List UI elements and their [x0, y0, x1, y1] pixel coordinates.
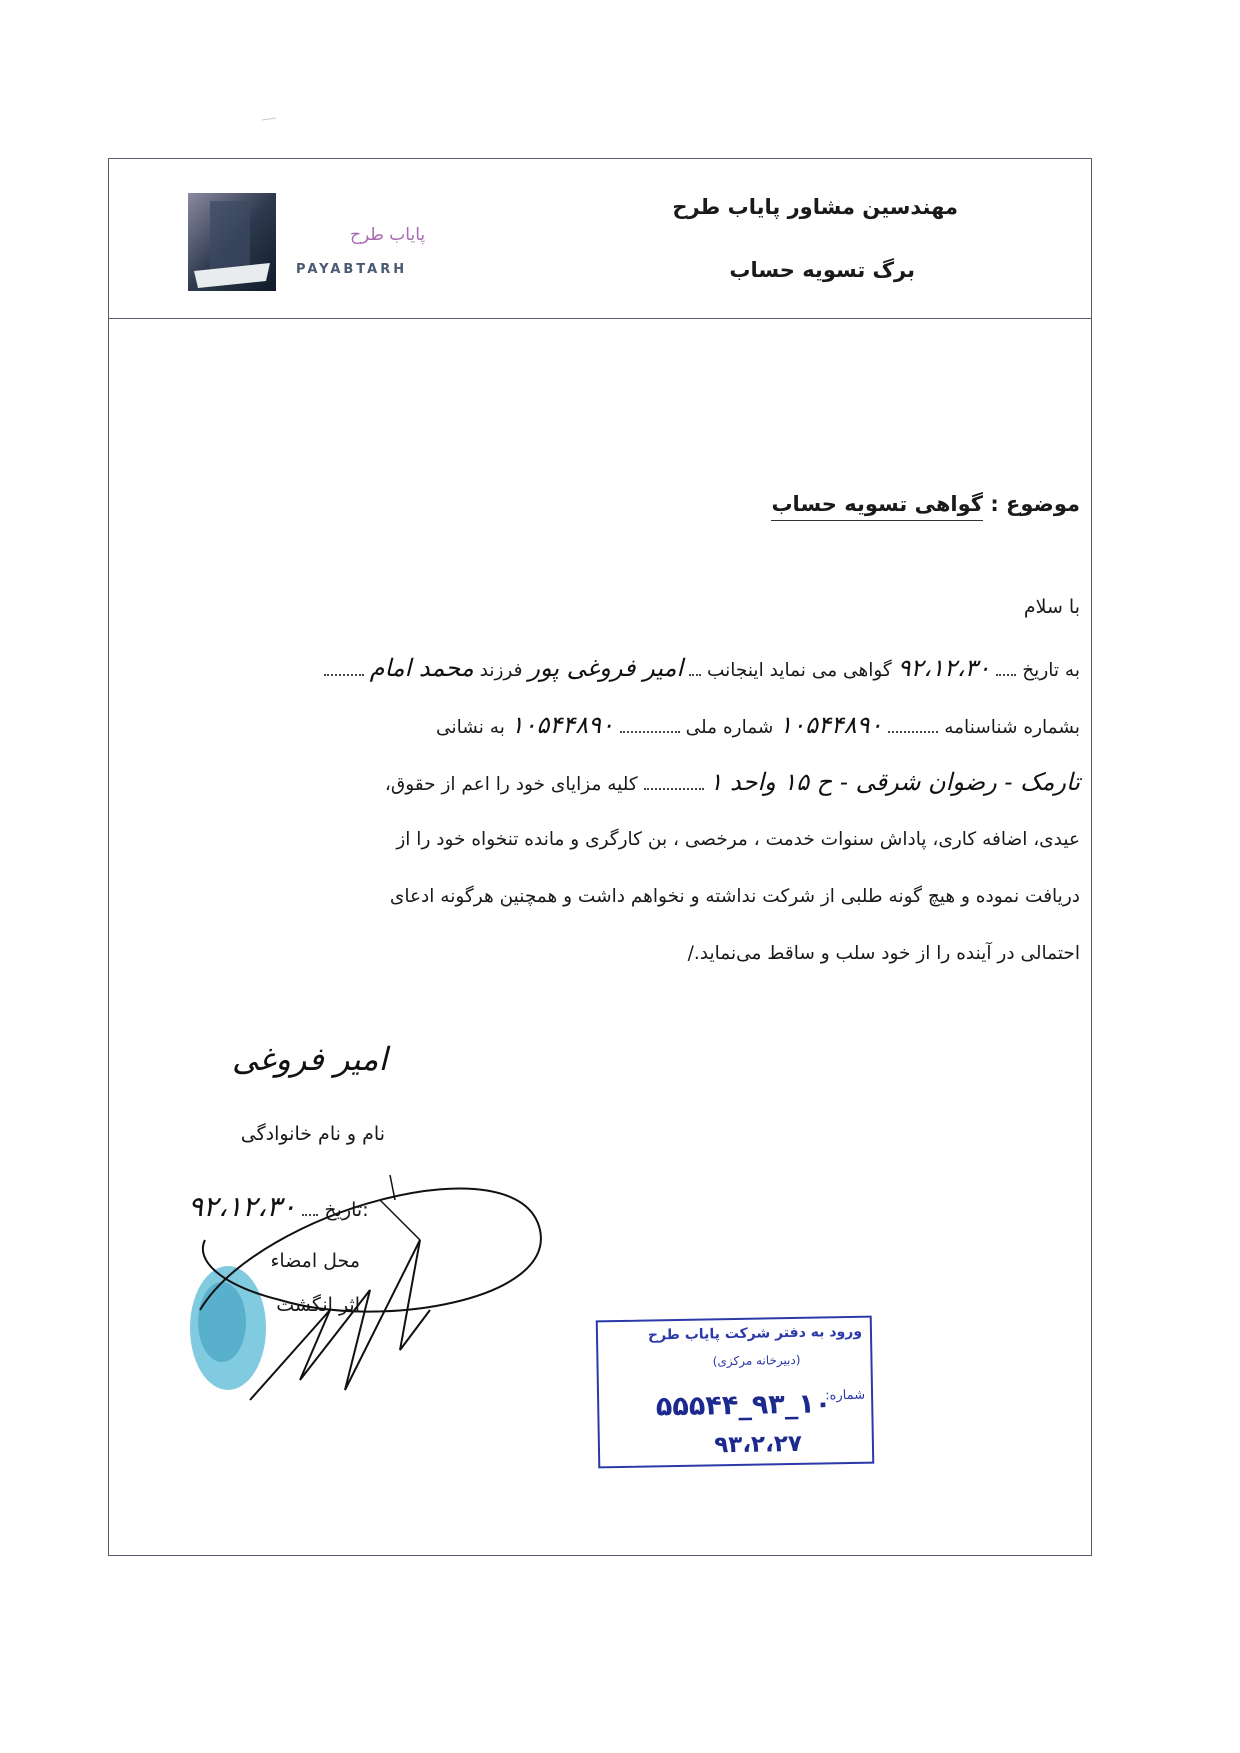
- stamp-date: ۹۳،۲،۲۷: [714, 1430, 803, 1459]
- stamp-title: ورود به دفتر شرکت پایاب طرح: [647, 1323, 863, 1344]
- subject-line: [771, 492, 1080, 516]
- stamp-number: ۱۰_۹۳_۵۵۵۴۴: [655, 1388, 832, 1423]
- text-date-prefix: به تاریخ: [1022, 660, 1080, 681]
- logo-persian-text: پایاب طرح: [350, 225, 426, 245]
- subject-value: گواهی تسویه حساب: [771, 492, 983, 521]
- stamp-number-label: شماره:: [825, 1387, 866, 1404]
- body-line-4: عیدی، اضافه کاری، پاداش سنوات خدمت ، مرخصی ، بن کارگری و مانده تنخواه خود را از: [396, 829, 1080, 850]
- greeting: با سلام: [1023, 596, 1080, 618]
- handwritten-date: ۹۲،۱۲،۳۰: [897, 654, 991, 682]
- handwritten-address: تارمک - رضوان شرقی - ح ۱۵ واحد ۱: [709, 768, 1080, 796]
- text-address: به نشانی: [436, 717, 505, 738]
- text-benefits: کلیه مزایای خود را اعم از حقوق،: [384, 774, 638, 795]
- body-line-3: [188, 754, 1080, 811]
- logo-latin-text: PAYABTARH: [296, 262, 408, 277]
- body-line-6: احتمالی در آینده را از خود سلب و ساقط می‌نماید./: [687, 943, 1080, 964]
- company-logo: [188, 193, 478, 298]
- text-certify: گواهی می نماید اینجانب: [706, 660, 892, 681]
- signature-place-label: محل امضاء: [270, 1250, 360, 1272]
- form-title: برگ تسویه حساب: [729, 258, 915, 282]
- stamp-subtitle: (دبیرخانه مرکزی): [712, 1352, 801, 1369]
- body-line-2: [188, 697, 1080, 754]
- header-divider: [108, 318, 1092, 319]
- logo-graphic: [188, 193, 478, 298]
- body-line-5: دریافت نموده و هیچ گونه طلبی از شرکت نداشته و نخواهم داشت و همچنین هرگونه ادعای: [389, 886, 1080, 907]
- handwritten-name: امیر فروغی پور: [528, 654, 684, 682]
- handwritten-national-id: ۱۰۵۴۴۸۹۰: [510, 711, 614, 739]
- registry-stamp: [596, 1316, 875, 1469]
- handwritten-signature-name: امیر فروغی: [232, 1040, 388, 1078]
- handwritten-sign-date: ۹۲،۱۲،۳۰: [188, 1190, 297, 1223]
- subject-label: موضوع :: [990, 492, 1080, 516]
- text-child-of: فرزند: [479, 660, 523, 681]
- handwritten-id: ۱۰۵۴۴۸۹۰: [779, 711, 883, 739]
- certificate-body: [188, 640, 1080, 982]
- date-label: تاریخ:: [324, 1199, 369, 1221]
- body-line-1: [188, 640, 1080, 697]
- text-national-number: شماره ملی: [685, 717, 774, 738]
- handwritten-father-name: محمد امام: [369, 654, 474, 682]
- company-name: مهندسین مشاور پایاب طرح: [672, 195, 958, 219]
- name-label: نام و نام خانوادگی: [240, 1123, 385, 1145]
- fingerprint-label: اثر انگشت: [276, 1294, 360, 1316]
- text-id-number: بشماره شناسنامه: [944, 717, 1080, 738]
- date-row: [188, 1190, 369, 1223]
